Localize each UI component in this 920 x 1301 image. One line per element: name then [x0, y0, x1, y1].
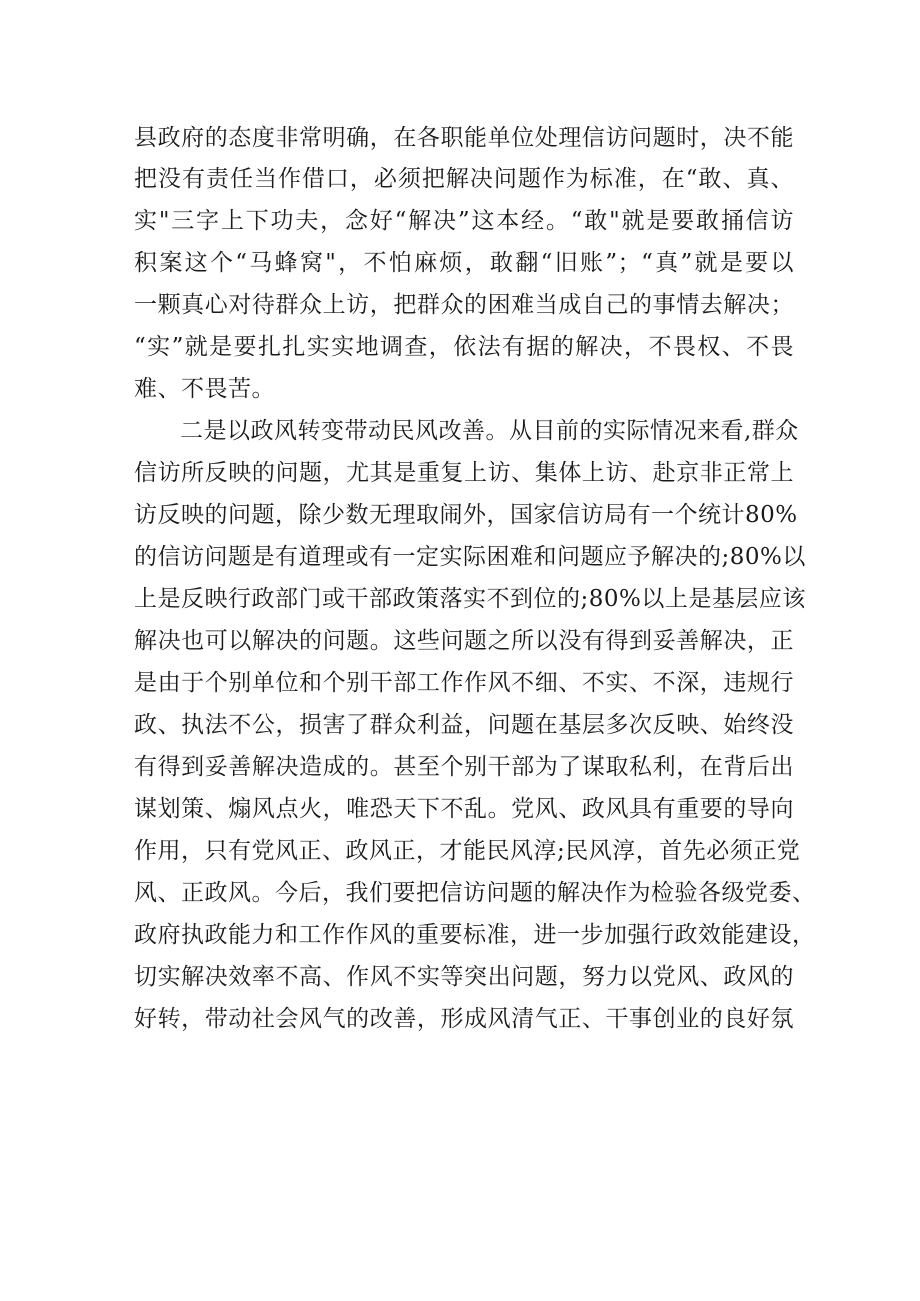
paragraph-line: 信访所反映的问题，尤其是重复上访、集体上访、赴京非正常上	[134, 460, 794, 486]
paragraph-line: 切实解决效率不高、作风不实等突出问题，努力以党风、政风的	[134, 964, 794, 990]
paragraph-line: 实"三字上下功夫，念好“解决”这本经。“敢"就是要敢捅信访	[134, 208, 794, 234]
paragraph-line: 政府执政能力和工作作风的重要标准，进一步加强行政效能建设，	[134, 922, 816, 948]
paragraph-line: 解决也可以解决的问题。这些问题之所以没有得到妥善解决，正	[134, 628, 794, 654]
paragraph-line: 难、不畏苦。	[134, 376, 275, 402]
paragraph-line: “实”就是要扎扎实实地调查，依法有据的解决，不畏权、不畏	[134, 334, 794, 360]
paragraph-line: 把没有责任当作借口，必须把解决问题作为标准，在“敢、真、	[134, 166, 794, 192]
paragraph-line: 有得到妥善解决造成的。甚至个别干部为了谋取私利，在背后出	[134, 754, 794, 780]
paragraph-line: 二是以政风转变带动民风改善。从目前的实际情况来看,群众	[180, 418, 799, 444]
paragraph-line: 好转，带动社会风气的改善，形成风清气正、干事创业的良好氛	[134, 1006, 794, 1032]
paragraph-line: 县政府的态度非常明确，在各职能单位处理信访问题时，决不能	[134, 125, 794, 151]
paragraph-line: 上是反映行政部门或干部政策落实不到位的;80%以上是基层应该	[134, 586, 806, 612]
paragraph-line: 访反映的问题，除少数无理取闹外，国家信访局有一个统计80%	[134, 502, 798, 528]
paragraph-line: 的信访问题是有道理或有一定实际困难和问题应予解决的;80%以	[134, 544, 806, 570]
paragraph-line: 政、执法不公，损害了群众利益，问题在基层多次反映、始终没	[134, 712, 794, 738]
paragraph-line: 作用，只有党风正、政风正，才能民风淳;民风淳，首先必须正党	[134, 838, 801, 864]
paragraph-line: 积案这个“马蜂窝"，不怕麻烦，敢翻“旧账”；“真”就是要以	[134, 250, 794, 276]
paragraph-line: 是由于个别单位和个别干部工作作风不细、不实、不深，违规行	[134, 670, 794, 696]
paragraph-line: 谋划策、煽风点火，唯恐天下不乱。党风、政风具有重要的导向	[134, 796, 794, 822]
paragraph-line: 风、正政风。今后，我们要把信访问题的解决作为检验各级党委、	[134, 880, 816, 906]
paragraph-line: 一颗真心对待群众上访，把群众的困难当成自己的事情去解决；	[134, 292, 794, 318]
